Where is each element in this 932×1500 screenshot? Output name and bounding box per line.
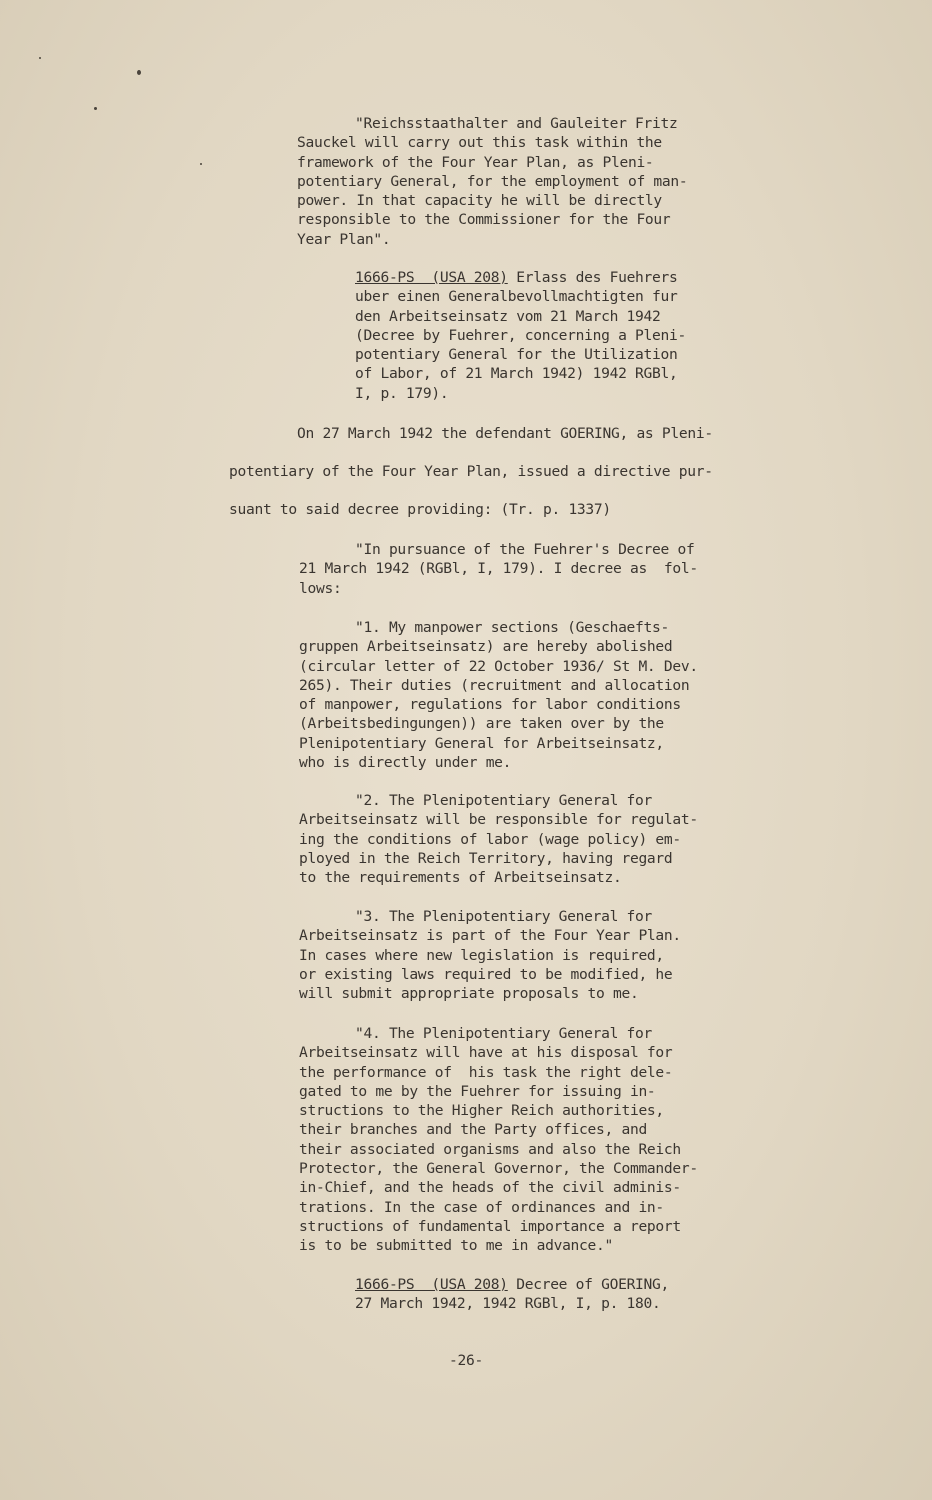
- quote-line: to the requirements of Arbeitseinsatz.: [299, 869, 622, 887]
- document-reference: 1666-PS (USA 208): [355, 1276, 508, 1293]
- quote-line: the performance of his task the right dele-: [299, 1063, 673, 1081]
- citation-line: den Arbeitseinsatz vom 21 March 1942: [355, 307, 661, 325]
- quote-line: Sauckel will carry out this task within the: [297, 134, 662, 152]
- quote-line: is to be submitted to me in advance.": [299, 1237, 613, 1255]
- citation-line: (Decree by Fuehrer, concerning a Pleni-: [355, 326, 686, 344]
- margin-speck: [39, 57, 41, 59]
- quote-line: 265). Their duties (recruitment and allocation: [299, 676, 690, 694]
- quote-line: Protector, the General Governor, the Commander-: [299, 1160, 698, 1178]
- quote-line: in-Chief, and the heads of the civil adminis-: [299, 1179, 681, 1197]
- decree-item-4: [299, 1024, 698, 1256]
- quote-line: "1. My manpower sections (Geschaefts-: [355, 619, 669, 636]
- body-paragraph: [229, 424, 713, 520]
- quote-line: lows:: [299, 579, 342, 597]
- quote-line: (circular letter of 22 October 1936/ St M. Dev.: [299, 657, 698, 675]
- quote-line: (Arbeitsbedingungen)) are taken over by the: [299, 715, 664, 733]
- quote-line: of manpower, regulations for labor conditions: [299, 696, 681, 714]
- quote-line: In cases where new legislation is required,: [299, 946, 664, 964]
- citation-line: 27 March 1942, 1942 RGBl, I, p. 180.: [355, 1295, 661, 1313]
- quote-line: Arbeitseinsatz will have at his disposal for: [299, 1044, 673, 1062]
- citation-line: potentiary General for the Utilization: [355, 346, 678, 364]
- quote-line: framework of the Four Year Plan, as Pleni-: [297, 153, 654, 171]
- quote-line: "Reichsstaathalter and Gauleiter Fritz: [355, 115, 678, 132]
- quote-line: potentiary General, for the employment of man-: [297, 172, 688, 190]
- quote-line: Arbeitseinsatz will be responsible for regulat-: [299, 811, 698, 829]
- quote-line: Arbeitseinsatz is part of the Four Year Plan.: [299, 927, 681, 945]
- citation-line: uber einen Generalbevollmachtigten fur: [355, 288, 678, 306]
- margin-speck: [137, 70, 141, 75]
- body-line: On 27 March 1942 the defendant GOERING, as Pleni-: [297, 425, 713, 442]
- citation-fuehrer-decree: [355, 268, 686, 403]
- decree-item-3: [299, 907, 681, 1003]
- body-line: potentiary of the Four Year Plan, issued a directive pur-: [229, 463, 713, 480]
- decree-item-2: [299, 791, 698, 887]
- citation-line: of Labor, of 21 March 1942) 1942 RGBl,: [355, 365, 678, 383]
- quote-line: gruppen Arbeitseinsatz) are hereby abolished: [299, 638, 673, 656]
- quote-line: structions of fundamental importance a report: [299, 1217, 681, 1235]
- margin-speck: [94, 107, 97, 110]
- quote-line: trations. In the case of ordinances and in-: [299, 1198, 664, 1216]
- citation-first-line: [355, 1275, 669, 1294]
- citation-line: I, p. 179).: [355, 384, 449, 402]
- quote-line: ing the conditions of labor (wage policy) em-: [299, 830, 681, 848]
- quote-line: "In pursuance of the Fuehrer's Decree of: [355, 541, 695, 558]
- quote-line: 21 March 1942 (RGBl, I, 179). I decree as fol-: [299, 560, 698, 578]
- quote-line: "2. The Plenipotentiary General for: [355, 792, 653, 809]
- quote-line: gated to me by the Fuehrer for issuing in-: [299, 1082, 656, 1100]
- quote-line: who is directly under me.: [299, 754, 512, 772]
- quote-line: responsible to the Commissioner for the Four: [297, 211, 671, 229]
- quote-line: "4. The Plenipotentiary General for: [355, 1025, 653, 1042]
- quote-line: Plenipotentiary General for Arbeitseinsatz,: [299, 734, 664, 752]
- goering-decree-intro: [299, 540, 698, 598]
- quote-line: their branches and the Party offices, and: [299, 1121, 647, 1139]
- body-line: suant to said decree providing: (Tr. p. 1337): [229, 501, 611, 518]
- quote-line: structions to the Higher Reich authorities,: [299, 1102, 664, 1120]
- citation-title: Erlass des Fuehrers: [507, 269, 678, 286]
- quote-line: Year Plan".: [297, 230, 391, 248]
- quote-line: power. In that capacity he will be directly: [297, 192, 662, 210]
- quote-line: ployed in the Reich Territory, having regard: [299, 849, 673, 867]
- page-number: -26-: [449, 1352, 483, 1369]
- citation-title: Decree of GOERING,: [507, 1276, 670, 1293]
- quote-line: "3. The Plenipotentiary General for: [355, 908, 653, 925]
- citation-first-line: [355, 268, 686, 287]
- decree-item-1: [299, 618, 698, 772]
- margin-speck: [200, 163, 202, 165]
- quote-sauckel: [297, 114, 687, 249]
- quote-line: will submit appropriate proposals to me.: [299, 985, 639, 1003]
- citation-goering-decree: [355, 1275, 669, 1314]
- quote-line: or existing laws required to be modified, he: [299, 965, 673, 983]
- document-reference: 1666-PS (USA 208): [355, 269, 508, 286]
- quote-line: their associated organisms and also the Reich: [299, 1140, 681, 1158]
